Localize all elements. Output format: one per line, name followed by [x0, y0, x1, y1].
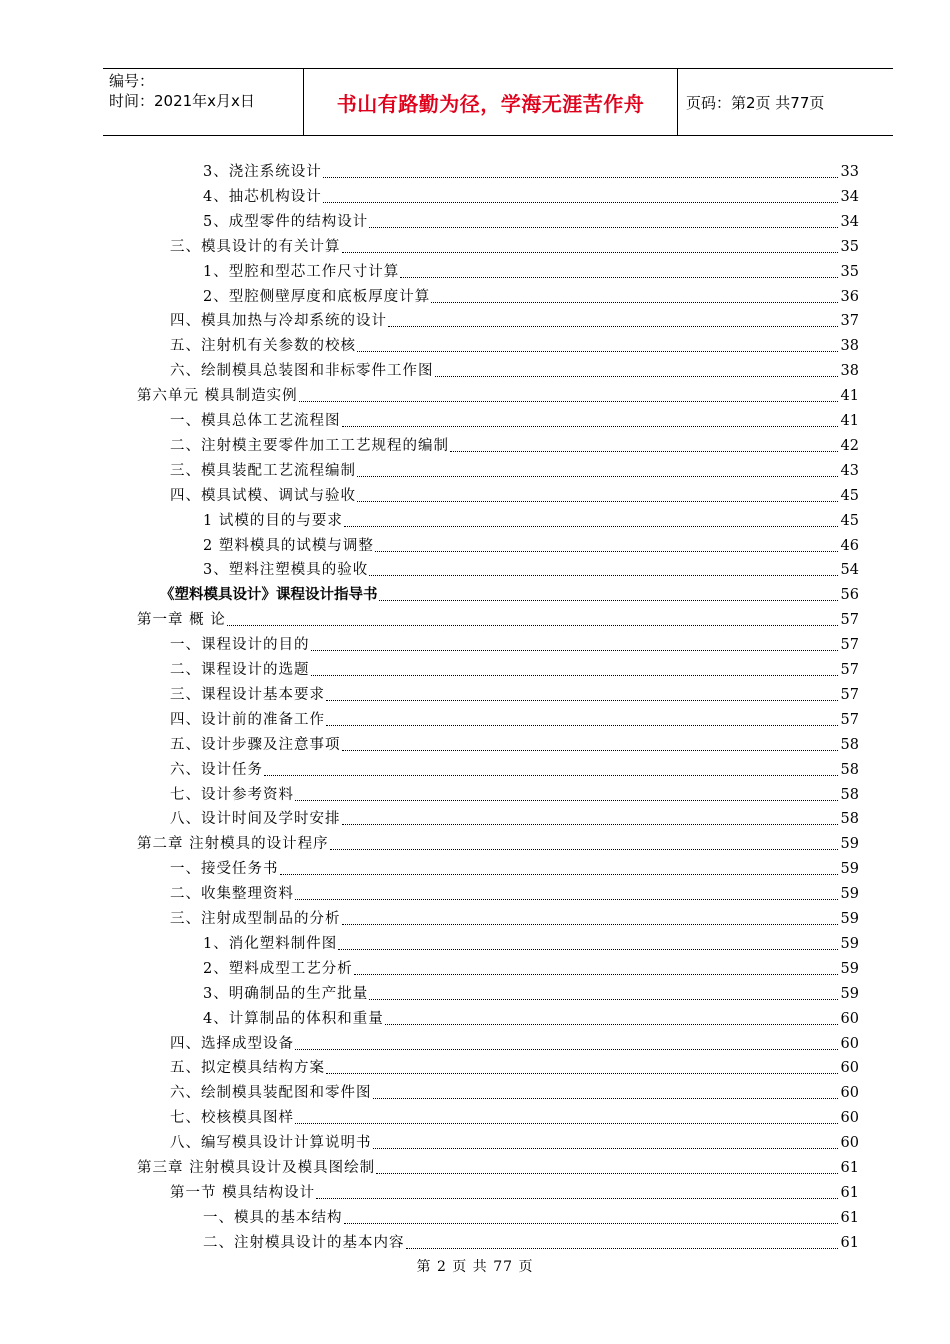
- toc-dot-leader: [373, 1098, 839, 1099]
- toc-entry-title: 二、注射模具设计的基本内容: [203, 1234, 405, 1251]
- toc-entry-title: 二、课程设计的选题: [170, 662, 310, 678]
- toc-entry-title: 四、设计前的准备工作: [170, 711, 325, 728]
- toc-entry-title: 1 试模的目的与要求: [203, 512, 343, 529]
- toc-entry-title: 4、计算制品的体积和重量: [203, 1010, 384, 1027]
- toc-dot-leader: [342, 426, 839, 427]
- toc-entry-title: 三、注射成型制品的分析: [170, 911, 341, 927]
- toc-dot-leader: [227, 625, 838, 626]
- toc-dot-leader: [342, 750, 839, 751]
- toc-entry-page: 60: [840, 1085, 859, 1102]
- toc-dot-leader: [357, 351, 838, 352]
- toc-entry-title: 二、收集整理资料: [170, 886, 294, 903]
- toc-entry[interactable]: [170, 880, 859, 904]
- toc-entry-title: 2、塑料成型工艺分析: [203, 960, 353, 977]
- toc-entry[interactable]: [170, 1129, 859, 1153]
- toc-entry-page: 33: [840, 164, 859, 180]
- toc-entry-page: 61: [840, 1184, 859, 1201]
- toc-entry-title: 3、明确制品的生产批量: [203, 985, 369, 1002]
- toc-entry-page: 60: [840, 1135, 859, 1152]
- toc-entry-page: 38: [840, 338, 859, 355]
- time-label: 时间：2021年x月x日: [109, 92, 255, 110]
- toc-entry-page: 58: [840, 736, 859, 753]
- toc-entry[interactable]: [170, 332, 859, 356]
- toc-entry[interactable]: [170, 1054, 859, 1078]
- toc-entry-page: 61: [840, 1160, 859, 1176]
- toc-entry[interactable]: [170, 1179, 859, 1203]
- toc-entry-page: 41: [840, 388, 859, 405]
- toc-dot-leader: [406, 1248, 839, 1249]
- toc-dot-leader: [342, 252, 839, 253]
- toc-entry-title: 一、模具总体工艺流程图: [170, 413, 341, 429]
- toc-entry-page: 43: [840, 462, 859, 479]
- toc-dot-leader: [295, 899, 838, 900]
- header-page-info: 页码：第2页 共77页: [686, 93, 825, 112]
- toc-entry-title: 五、注射机有关参数的校核: [170, 338, 356, 355]
- toc-dot-leader: [354, 974, 838, 975]
- toc-dot-leader: [311, 650, 839, 651]
- toc-entry[interactable]: [137, 606, 859, 630]
- document-header: [103, 68, 893, 136]
- toc-entry-title: 四、选择成型设备: [170, 1035, 294, 1052]
- toc-entry-page: 59: [840, 935, 859, 952]
- toc-entry-page: 46: [840, 537, 859, 554]
- toc-entry-title: 八、编写模具设计计算说明书: [170, 1135, 372, 1152]
- toc-entry-page: 42: [840, 437, 859, 454]
- toc-entry-title: 2 塑料模具的试模与调整: [203, 537, 374, 554]
- header-motto: 书山有路勤为径，学海无涯苦作舟: [303, 69, 678, 135]
- toc-dot-leader: [326, 1073, 838, 1074]
- toc-entry-title: 一、课程设计的目的: [170, 637, 310, 654]
- toc-entry-page: 58: [840, 761, 859, 778]
- toc-dot-leader: [388, 326, 838, 327]
- toc-entry[interactable]: [170, 905, 859, 929]
- toc-entry-title: 第二章 注射模具的设计程序: [137, 836, 329, 853]
- toc-entry-title: 六、绘制模具装配图和零件图: [170, 1085, 372, 1102]
- toc-entry-page: 41: [840, 413, 859, 429]
- toc-entry-title: 一、模具的基本结构: [203, 1209, 343, 1226]
- toc-entry[interactable]: [170, 432, 859, 456]
- toc-entry-title: 2、型腔侧壁厚度和底板厚度计算: [203, 288, 431, 305]
- toc-entry-title: 五、设计步骤及注意事项: [170, 736, 341, 753]
- toc-entry[interactable]: [203, 1204, 859, 1228]
- toc-entry-title: 《塑料模具设计》课程设计指导书: [160, 587, 378, 604]
- toc-entry-page: 38: [840, 363, 859, 380]
- toc-entry-page: 45: [840, 487, 859, 504]
- toc-dot-leader: [369, 575, 838, 576]
- toc-entry-page: 59: [840, 911, 859, 927]
- page-footer: 第 2 页 共 77 页: [416, 1259, 534, 1275]
- toc-entry[interactable]: [170, 855, 859, 879]
- toc-entry-title: 二、注射模主要零件加工工艺规程的编制: [170, 437, 449, 454]
- toc-dot-leader: [326, 700, 838, 701]
- toc-entry-title: 3、塑料注塑模具的验收: [203, 562, 369, 579]
- toc-entry-title: 1、消化塑料制件图: [203, 935, 338, 952]
- toc-entry-title: 3、浇注系统设计: [203, 164, 322, 180]
- toc-entry-page: 35: [840, 238, 859, 255]
- toc-dot-leader: [295, 1123, 838, 1124]
- toc-entry-title: 八、设计时间及学时安排: [170, 811, 341, 828]
- toc-entry-page: 59: [840, 985, 859, 1002]
- toc-dot-leader: [295, 1049, 838, 1050]
- toc-entry-title: 五、拟定模具结构方案: [170, 1060, 325, 1077]
- toc-dot-leader: [450, 451, 838, 452]
- toc-entry[interactable]: [203, 158, 859, 182]
- toc-entry[interactable]: [170, 756, 859, 780]
- toc-entry-page: 45: [840, 512, 859, 529]
- toc-entry-page: 58: [840, 811, 859, 828]
- toc-entry[interactable]: [170, 706, 859, 730]
- toc-dot-leader: [299, 401, 838, 402]
- toc-dot-leader: [338, 949, 838, 950]
- toc-entry-page: 60: [840, 1035, 859, 1052]
- toc-entry[interactable]: [170, 631, 859, 655]
- toc-entry[interactable]: [203, 1229, 859, 1253]
- toc-entry-title: 七、校核模具图样: [170, 1110, 294, 1127]
- toc-dot-leader: [379, 600, 839, 601]
- toc-entry-page: 57: [840, 662, 859, 678]
- toc-entry[interactable]: [170, 681, 859, 705]
- toc-dot-leader: [323, 177, 838, 178]
- toc-entry[interactable]: [170, 1079, 859, 1103]
- toc-dot-leader: [357, 476, 838, 477]
- toc-entry-page: 59: [840, 886, 859, 903]
- toc-entry[interactable]: [203, 955, 859, 979]
- toc-entry-title: 六、绘制模具总装图和非标零件工作图: [170, 363, 434, 380]
- toc-entry[interactable]: [203, 980, 859, 1004]
- toc-dot-leader: [344, 1223, 839, 1224]
- toc-entry-page: 35: [840, 263, 859, 280]
- toc-entry[interactable]: [203, 283, 859, 307]
- toc-entry-title: 4、抽芯机构设计: [203, 188, 322, 205]
- toc-entry-page: 60: [840, 1010, 859, 1027]
- toc-entry-page: 37: [840, 313, 859, 330]
- toc-dot-leader: [330, 849, 838, 850]
- toc-entry-page: 58: [840, 786, 859, 803]
- toc-entry-title: 一、接受任务书: [170, 861, 279, 878]
- toc-entry[interactable]: [203, 208, 859, 232]
- toc-entry-title: 三、模具设计的有关计算: [170, 238, 341, 255]
- toc-entry-title: 第六单元 模具制造实例: [137, 388, 298, 405]
- toc-entry-page: 57: [840, 686, 859, 703]
- toc-entry[interactable]: [170, 1104, 859, 1128]
- number-label: 编号：: [109, 72, 155, 90]
- toc-entry-page: 59: [840, 836, 859, 853]
- toc-entry[interactable]: [203, 532, 859, 556]
- toc-dot-leader: [326, 725, 838, 726]
- toc-dot-leader: [316, 1198, 838, 1199]
- toc-dot-leader: [295, 800, 838, 801]
- toc-entry[interactable]: [203, 930, 859, 954]
- toc-entry[interactable]: [137, 382, 859, 406]
- toc-entry[interactable]: [170, 731, 859, 755]
- toc-entry[interactable]: [203, 183, 859, 207]
- toc-entry[interactable]: [170, 1030, 859, 1054]
- toc-entry[interactable]: [170, 656, 859, 680]
- toc-entry-page: 57: [840, 612, 859, 629]
- header-meta: [103, 69, 303, 135]
- toc-dot-leader: [264, 775, 838, 776]
- toc-entry-page: 56: [840, 587, 859, 604]
- toc-entry-page: 57: [840, 711, 859, 728]
- toc-entry[interactable]: [170, 407, 859, 431]
- toc-dot-leader: [375, 551, 838, 552]
- toc-entry-title: 第三章 注射模具设计及模具图绘制: [137, 1160, 376, 1176]
- toc-dot-leader: [342, 924, 839, 925]
- toc-entry-page: 59: [840, 960, 859, 977]
- toc-entry[interactable]: [137, 1154, 859, 1178]
- toc-entry-title: 三、模具装配工艺流程编制: [170, 462, 356, 479]
- toc-dot-leader: [431, 302, 838, 303]
- toc-entry-title: 三、课程设计基本要求: [170, 686, 325, 703]
- toc-dot-leader: [373, 1148, 839, 1149]
- toc-entry[interactable]: [137, 830, 859, 854]
- toc-dot-leader: [385, 1024, 838, 1025]
- toc-dot-leader: [376, 1173, 838, 1174]
- toc-entry[interactable]: [170, 805, 859, 829]
- toc-entry-page: 61: [840, 1234, 859, 1251]
- toc-dot-leader: [435, 376, 839, 377]
- toc-dot-leader: [400, 277, 838, 278]
- toc-entry-title: 四、模具试模、调试与验收: [170, 487, 356, 504]
- toc-entry-page: 59: [840, 861, 859, 878]
- toc-entry[interactable]: [203, 507, 859, 531]
- toc-entry-page: 36: [840, 288, 859, 305]
- toc-entry-page: 61: [840, 1209, 859, 1226]
- toc-entry-title: 1、型腔和型芯工作尺寸计算: [203, 263, 400, 280]
- toc-entry-title: 第一节 模具结构设计: [170, 1184, 316, 1201]
- toc-entry-page: 57: [840, 637, 859, 654]
- toc-entry[interactable]: [170, 457, 859, 481]
- toc-dot-leader: [280, 874, 839, 875]
- toc-entry[interactable]: [203, 556, 859, 580]
- toc-entry-page: 54: [840, 562, 859, 579]
- toc-dot-leader: [344, 526, 838, 527]
- toc-entry[interactable]: [170, 482, 859, 506]
- toc-entry-title: 5、成型零件的结构设计: [203, 213, 369, 230]
- toc-entry[interactable]: [170, 357, 859, 381]
- toc-entry[interactable]: [170, 781, 859, 805]
- toc-entry-title: 七、设计参考资料: [170, 786, 294, 803]
- toc-dot-leader: [369, 227, 838, 228]
- toc-entry[interactable]: [203, 258, 859, 282]
- toc-dot-leader: [342, 824, 839, 825]
- toc-entry[interactable]: [160, 581, 859, 605]
- toc-entry-title: 四、模具加热与冷却系统的设计: [170, 313, 387, 330]
- toc-entry-page: 34: [840, 188, 859, 205]
- toc-entry[interactable]: [170, 233, 859, 257]
- toc-entry-page: 60: [840, 1110, 859, 1127]
- toc-entry-page: 34: [840, 213, 859, 230]
- toc-entry[interactable]: [170, 307, 859, 331]
- toc-entry-title: 第一章 概 论: [137, 612, 226, 629]
- toc-dot-leader: [323, 202, 838, 203]
- toc-entry-title: 六、设计任务: [170, 761, 263, 778]
- toc-entry-page: 60: [840, 1060, 859, 1077]
- toc-dot-leader: [311, 675, 839, 676]
- toc-entry[interactable]: [203, 1005, 859, 1029]
- toc-dot-leader: [357, 501, 838, 502]
- toc-dot-leader: [369, 999, 838, 1000]
